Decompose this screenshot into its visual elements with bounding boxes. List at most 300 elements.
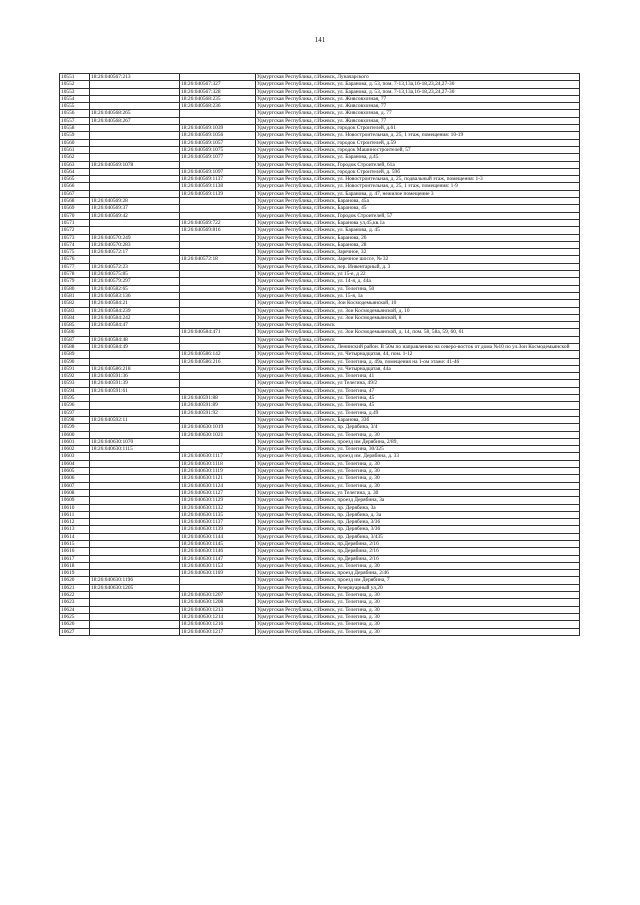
row-number-cell: 10588: [60, 343, 90, 350]
object-cadastral-cell: [180, 292, 256, 299]
row-number-cell: 10568: [60, 198, 90, 205]
table-row: [60, 519, 580, 526]
table-row: [60, 497, 580, 504]
address-cell: Удмуртская Республика, г.Ижевск, Ленинский район. В 50м по направлению на северо-восток от дома №10 по ул.Зои Космодемьянской: [256, 343, 580, 350]
address-cell: Удмуртская Республика, г.Ижевск, ул. Телегина, 47: [256, 387, 580, 394]
address-cell: Удмуртская Республика, г.Ижевск, Баранова, 28: [256, 241, 580, 248]
row-number-cell: 10575: [60, 249, 90, 256]
object-cadastral-cell: 18:26:040568:235: [180, 95, 256, 102]
row-number-cell: 10598: [60, 416, 90, 423]
row-number-cell: 10599: [60, 424, 90, 431]
address-cell: Удмуртская Республика, г.Ижевск, ул. Телегина, д. 30: [256, 431, 580, 438]
row-number-cell: 10621: [60, 584, 90, 591]
address-cell: Удмуртская Республика, г.Ижевск, пр.Дерябина, 2/16: [256, 541, 580, 548]
object-cadastral-cell: [180, 380, 256, 387]
address-cell: Удмуртская Республика, г.Ижевск, городок Строителей, д.61: [256, 125, 580, 132]
land-cadastral-cell: [90, 453, 180, 460]
address-cell: Удмуртская Республика, г.Ижевск, ул. Телегина, д. 30: [256, 628, 580, 635]
row-number-cell: 10618: [60, 562, 90, 569]
address-cell: Удмуртская Республика, г.Ижевск, ул. Зои Космодемьянской, д. 10: [256, 307, 580, 314]
address-cell: Удмуртская Республика, г.Ижевск, Заречное, 32: [256, 249, 580, 256]
table-row: [60, 482, 580, 489]
land-cadastral-cell: 18:26:040586:218: [90, 365, 180, 372]
table-row: [60, 168, 580, 175]
land-cadastral-cell: 18:26:040569:37: [90, 205, 180, 212]
land-cadastral-cell: [90, 519, 180, 526]
address-cell: Удмуртская Республика, г.Ижевск, ул. Новостроительная, д. 25, 1 этаж, помещения: 1-9: [256, 183, 580, 190]
table-row: [60, 256, 580, 263]
table-row: [60, 263, 580, 270]
object-cadastral-cell: 18:26:040630:1132: [180, 504, 256, 511]
land-cadastral-cell: 18:26:040584:49: [90, 343, 180, 350]
row-number-cell: 10609: [60, 497, 90, 504]
table-row: [60, 358, 580, 365]
address-cell: Удмуртская Республика, г.Ижевск, проезд им Дерябина, 7: [256, 577, 580, 584]
address-cell: Удмуртская Республика, г.Ижевск, ул. Телегина, д.49: [256, 409, 580, 416]
address-cell: Удмуртская Республика, г.Ижевск, Луначарского: [256, 74, 580, 81]
table-row: [60, 241, 580, 248]
row-number-cell: 10572: [60, 227, 90, 234]
table-row: [60, 504, 580, 511]
address-cell: Удмуртская Республика, г.Ижевск, Баранова, 26: [256, 234, 580, 241]
table-row: [60, 125, 580, 132]
row-number-cell: 10613: [60, 526, 90, 533]
row-number-cell: 10592: [60, 373, 90, 380]
address-cell: Удмуртская Республика, г.Ижевск, ул. Телегина, д. 30: [256, 482, 580, 489]
land-cadastral-cell: 18:26:040592:11: [90, 416, 180, 423]
address-cell: Удмуртская Республика, г.Ижевск, ул 15-е, д 22: [256, 271, 580, 278]
land-cadastral-cell: [90, 329, 180, 336]
land-cadastral-cell: 18:26:040579:297: [90, 278, 180, 285]
object-cadastral-cell: 18:26:040630:1137: [180, 519, 256, 526]
address-cell: Удмуртская Республика, г.Ижевск, ул. Четырнадцатая, 44, пом. 1-12: [256, 351, 580, 358]
table-row: [60, 176, 580, 183]
row-number-cell: 10564: [60, 168, 90, 175]
object-cadastral-cell: 18:26:040630:1119: [180, 468, 256, 475]
land-cadastral-cell: 18:26:040567:213: [90, 74, 180, 81]
land-cadastral-cell: 18:26:040584:47: [90, 322, 180, 329]
object-cadastral-cell: 18:26:040567:328: [180, 88, 256, 95]
row-number-cell: 10620: [60, 577, 90, 584]
object-cadastral-cell: 18:26:040630:1214: [180, 613, 256, 620]
address-cell: Удмуртская Республика, г.Ижевск, городок Строителей, д.59: [256, 139, 580, 146]
object-cadastral-cell: [180, 584, 256, 591]
row-number-cell: 10589: [60, 351, 90, 358]
land-cadastral-cell: [90, 511, 180, 518]
address-cell: Удмуртская Республика, г.Ижевск, ул. 14-я, д. 44а: [256, 278, 580, 285]
registry-body: [60, 74, 580, 636]
land-cadastral-cell: 18:26:040591:61: [90, 387, 180, 394]
land-cadastral-cell: [90, 409, 180, 416]
table-row: [60, 139, 580, 146]
row-number-cell: 10569: [60, 205, 90, 212]
row-number-cell: 10602: [60, 446, 90, 453]
address-cell: Удмуртская Республика, г.Ижевск, Городок Строителей, 57: [256, 212, 580, 219]
row-number-cell: 10556: [60, 110, 90, 117]
address-cell: Удмуртская Республика, г.Ижевск, ул. Телегина, д. 49а, помещения на 1-ом этаже: 41-46: [256, 358, 580, 365]
row-number-cell: 10584: [60, 314, 90, 321]
land-cadastral-cell: [90, 190, 180, 197]
table-row: [60, 533, 580, 540]
row-number-cell: 10557: [60, 117, 90, 124]
table-row: [60, 570, 580, 577]
table-row: [60, 555, 580, 562]
table-row: [60, 322, 580, 329]
object-cadastral-cell: [180, 74, 256, 81]
row-number-cell: 10561: [60, 146, 90, 153]
row-number-cell: 10553: [60, 88, 90, 95]
land-cadastral-cell: [90, 475, 180, 482]
address-cell: Удмуртская Республика, г.Ижевск, пр. Дерябина, 3/36: [256, 519, 580, 526]
row-number-cell: 10559: [60, 132, 90, 139]
row-number-cell: 10604: [60, 460, 90, 467]
object-cadastral-cell: 18:26:040630:1117: [180, 453, 256, 460]
land-cadastral-cell: [90, 606, 180, 613]
land-cadastral-cell: [90, 460, 180, 467]
row-number-cell: 10607: [60, 482, 90, 489]
address-cell: Удмуртская Республика, г.Ижевск, ул. Телегина, д. 30: [256, 460, 580, 467]
land-cadastral-cell: [90, 351, 180, 358]
row-number-cell: 10551: [60, 74, 90, 81]
land-cadastral-cell: 18:26:040630:1205: [90, 584, 180, 591]
table-row: [60, 300, 580, 307]
object-cadastral-cell: 18:26:040569:1056: [180, 132, 256, 139]
table-row: [60, 234, 580, 241]
row-number-cell: 10571: [60, 219, 90, 226]
row-number-cell: 10625: [60, 613, 90, 620]
object-cadastral-cell: 18:26:040567:327: [180, 81, 256, 88]
land-cadastral-cell: [90, 628, 180, 635]
address-cell: Удмуртская Республика, г.Ижевск, ул. Живсовхозная, 77: [256, 117, 580, 124]
land-cadastral-cell: [90, 555, 180, 562]
address-cell: Удмуртская Республика, г.Ижевск, ул Телегина, 49/2: [256, 380, 580, 387]
page-number: 141: [314, 36, 326, 44]
table-row: [60, 541, 580, 548]
row-number-cell: 10627: [60, 628, 90, 635]
table-row: [60, 271, 580, 278]
land-cadastral-cell: [90, 358, 180, 365]
object-cadastral-cell: [180, 212, 256, 219]
row-number-cell: 10565: [60, 176, 90, 183]
address-cell: Удмуртская Республика, г.Ижевск, пр. Дерябина, 3а: [256, 504, 580, 511]
address-cell: Удмуртская Республика, г.Ижевск, Заречное шоссе, № 32: [256, 256, 580, 263]
table-row: [60, 387, 580, 394]
row-number-cell: 10578: [60, 271, 90, 278]
table-row: [60, 132, 580, 139]
object-cadastral-cell: [180, 271, 256, 278]
row-number-cell: 10617: [60, 555, 90, 562]
land-cadastral-cell: 18:26:040575:85: [90, 271, 180, 278]
table-row: [60, 577, 580, 584]
table-row: [60, 409, 580, 416]
address-cell: Удмуртская Республика, г.Ижевск, ул. Четырнадцатая, 44а: [256, 365, 580, 372]
address-cell: Удмуртская Республика, г.Ижевск, городок Машиностроителей, 57: [256, 146, 580, 153]
object-cadastral-cell: 18:26:040569:722: [180, 219, 256, 226]
land-cadastral-cell: [90, 482, 180, 489]
land-cadastral-cell: [90, 168, 180, 175]
address-cell: Удмуртская Республика, г.Ижевск, ул. Баранова, д. 47, нежилое помещение 3: [256, 190, 580, 197]
object-cadastral-cell: [180, 241, 256, 248]
object-cadastral-cell: [180, 263, 256, 270]
address-cell: Удмуртская Республика, г.Ижевск, Резервуарный ул,20: [256, 584, 580, 591]
row-number-cell: 10606: [60, 475, 90, 482]
row-number-cell: 10610: [60, 504, 90, 511]
row-number-cell: 10566: [60, 183, 90, 190]
land-cadastral-cell: [90, 402, 180, 409]
land-cadastral-cell: [90, 95, 180, 102]
table-row: [60, 453, 580, 460]
address-cell: Удмуртская Республика, г.Ижевск, пр.Дерябина, 2/16: [256, 555, 580, 562]
row-number-cell: 10574: [60, 241, 90, 248]
table-row: [60, 562, 580, 569]
object-cadastral-cell: [180, 336, 256, 343]
land-cadastral-cell: 18:26:040583:136: [90, 292, 180, 299]
address-cell: Удмуртская Республика, г.Ижевск, ул. Зои Космодемьянской, 8: [256, 314, 580, 321]
table-row: [60, 424, 580, 431]
row-number-cell: 10577: [60, 263, 90, 270]
row-number-cell: 10605: [60, 468, 90, 475]
address-cell: Удмуртская Республика, г.Ижевск, пр.Дерябина, 2/16: [256, 548, 580, 555]
land-cadastral-cell: 18:26:040570:249: [90, 234, 180, 241]
row-number-cell: 10626: [60, 621, 90, 628]
row-number-cell: 10560: [60, 139, 90, 146]
address-cell: Удмуртская Республика, г.Ижевск, проезд им Дерябина, 2/89,: [256, 438, 580, 445]
address-cell: Удмуртская Республика, г.Ижевск, ул. Телегина, д. 30: [256, 468, 580, 475]
land-cadastral-cell: [90, 504, 180, 511]
table-row: [60, 154, 580, 161]
land-cadastral-cell: [90, 183, 180, 190]
row-number-cell: 10590: [60, 358, 90, 365]
land-cadastral-cell: [90, 621, 180, 628]
table-row: [60, 205, 580, 212]
row-number-cell: 10608: [60, 489, 90, 496]
object-cadastral-cell: [180, 343, 256, 350]
object-cadastral-cell: 18:26:040630:1146: [180, 548, 256, 555]
address-cell: Удмуртская Республика, г.Ижевск, ул. Новостроительная, д. 25, подвальный этаж, помещения: 1-3: [256, 176, 580, 183]
address-cell: Удмуртская Республика, г.Ижевск, ул. Телегина, д. 30: [256, 475, 580, 482]
address-cell: Удмуртская Республика, г.Ижевск, ул. Телегина, д. 30: [256, 613, 580, 620]
land-cadastral-cell: [90, 154, 180, 161]
address-cell: Удмуртская Республика, г.Ижевск, Баранова, 45а: [256, 198, 580, 205]
address-cell: Удмуртская Республика, г.Ижевск, ул. Телегина, д. 30: [256, 599, 580, 606]
land-cadastral-cell: [90, 256, 180, 263]
address-cell: Удмуртская Республика, г.Ижевск, Зои Космодемьянской, 10: [256, 300, 580, 307]
land-cadastral-cell: [90, 431, 180, 438]
object-cadastral-cell: 18:26:040569:1138: [180, 183, 256, 190]
land-cadastral-cell: [90, 227, 180, 234]
address-cell: Удмуртская Республика, г.Ижевск: [256, 336, 580, 343]
row-number-cell: 10594: [60, 387, 90, 394]
table-row: [60, 161, 580, 168]
land-cadastral-cell: 18:26:040569:42: [90, 212, 180, 219]
land-cadastral-cell: [90, 219, 180, 226]
table-row: [60, 314, 580, 321]
object-cadastral-cell: 18:26:040630:1145: [180, 541, 256, 548]
land-cadastral-cell: 18:26:040591:36: [90, 373, 180, 380]
object-cadastral-cell: 18:26:040630:1127: [180, 489, 256, 496]
address-cell: Удмуртская Республика, г.Ижевск, ул. Живсовхозная, д. 77: [256, 110, 580, 117]
table-row: [60, 292, 580, 299]
land-cadastral-cell: [90, 81, 180, 88]
row-number-cell: 10591: [60, 365, 90, 372]
address-cell: Удмуртская Республика, г.Ижевск, ул. 15-я, 1а: [256, 292, 580, 299]
land-cadastral-cell: [90, 526, 180, 533]
land-cadastral-cell: [90, 88, 180, 95]
row-number-cell: 10595: [60, 395, 90, 402]
table-row: [60, 81, 580, 88]
address-cell: Удмуртская Республика, г.Ижевск, пер. Инвентарный, д. 3: [256, 263, 580, 270]
table-row: [60, 613, 580, 620]
object-cadastral-cell: 18:26:040630:1144: [180, 533, 256, 540]
land-cadastral-cell: 18:26:040584:48: [90, 336, 180, 343]
land-cadastral-cell: [90, 176, 180, 183]
table-row: [60, 599, 580, 606]
table-row: [60, 219, 580, 226]
land-cadastral-cell: [90, 424, 180, 431]
row-number-cell: 10612: [60, 519, 90, 526]
row-number-cell: 10570: [60, 212, 90, 219]
object-cadastral-cell: [180, 234, 256, 241]
land-cadastral-cell: [90, 468, 180, 475]
land-cadastral-cell: 18:26:040630:1070: [90, 438, 180, 445]
row-number-cell: 10555: [60, 103, 90, 110]
table-row: [60, 74, 580, 81]
table-row: [60, 117, 580, 124]
object-cadastral-cell: 18:26:040630:1021: [180, 431, 256, 438]
table-row: [60, 460, 580, 467]
address-cell: Удмуртская Республика, г.Ижевск, ул. Живсовхозная, 77: [256, 95, 580, 102]
address-cell: Удмуртская Республика, г.Ижевск, пр. Дерябина, 3/435: [256, 533, 580, 540]
address-cell: Удмуртская Республика, г.Ижевск, проезд Дерябина, 3а: [256, 497, 580, 504]
object-cadastral-cell: 18:26:040630:1169: [180, 570, 256, 577]
land-cadastral-cell: 18:26:040572:23: [90, 263, 180, 270]
table-row: [60, 431, 580, 438]
object-cadastral-cell: 18:26:040569:1097: [180, 168, 256, 175]
row-number-cell: 10615: [60, 541, 90, 548]
object-cadastral-cell: [180, 365, 256, 372]
table-row: [60, 183, 580, 190]
row-number-cell: 10581: [60, 292, 90, 299]
object-cadastral-cell: [180, 416, 256, 423]
table-row: [60, 621, 580, 628]
row-number-cell: 10614: [60, 533, 90, 540]
row-number-cell: 10587: [60, 336, 90, 343]
table-row: [60, 227, 580, 234]
land-cadastral-cell: 18:26:040591:39: [90, 380, 180, 387]
object-cadastral-cell: 18:26:040569:1139: [180, 190, 256, 197]
object-cadastral-cell: [180, 285, 256, 292]
table-row: [60, 198, 580, 205]
object-cadastral-cell: 18:26:040569:816: [180, 227, 256, 234]
table-row: [60, 489, 580, 496]
table-row: [60, 285, 580, 292]
object-cadastral-cell: 18:26:040630:1153: [180, 562, 256, 569]
object-cadastral-cell: 18:26:040630:1135: [180, 511, 256, 518]
table-row: [60, 526, 580, 533]
address-cell: Удмуртская Республика, г.Ижевск, ул. Баранова, д. 53, пом. 7-13,13а,16-18,23,24,27-30: [256, 81, 580, 88]
land-cadastral-cell: 18:26:040630:1115: [90, 446, 180, 453]
address-cell: Удмуртская Республика, г.Ижевск, ул. Телегина, 41: [256, 373, 580, 380]
object-cadastral-cell: 18:26:040586:142: [180, 351, 256, 358]
land-cadastral-cell: 18:26:040568:265: [90, 110, 180, 117]
object-cadastral-cell: [180, 387, 256, 394]
table-row: [60, 416, 580, 423]
land-cadastral-cell: 18:26:040584:239: [90, 307, 180, 314]
land-cadastral-cell: [90, 592, 180, 599]
address-cell: Удмуртская Республика, г.Ижевск, пр. Дерябина, 3/4: [256, 424, 580, 431]
row-number-cell: 10567: [60, 190, 90, 197]
table-row: [60, 380, 580, 387]
address-cell: Удмуртская Республика, г.Ижевск, ул. Новостроительная, д. 25, 1 этаж, помещения: 10-19: [256, 132, 580, 139]
object-cadastral-cell: [180, 438, 256, 445]
table-row: [60, 475, 580, 482]
table-row: [60, 307, 580, 314]
object-cadastral-cell: [180, 373, 256, 380]
table-row: [60, 329, 580, 336]
land-cadastral-cell: [90, 562, 180, 569]
land-cadastral-cell: [90, 132, 180, 139]
address-cell: Удмуртская Республика, г.Ижевск, ул. Телегина, 50: [256, 285, 580, 292]
land-cadastral-cell: [90, 125, 180, 132]
row-number-cell: 10624: [60, 606, 90, 613]
object-cadastral-cell: 18:26:040630:1207: [180, 592, 256, 599]
table-row: [60, 336, 580, 343]
land-cadastral-cell: [90, 103, 180, 110]
land-cadastral-cell: 18:26:040582:65: [90, 285, 180, 292]
table-row: [60, 249, 580, 256]
object-cadastral-cell: [180, 110, 256, 117]
object-cadastral-cell: 18:26:040591:92: [180, 409, 256, 416]
object-cadastral-cell: [180, 205, 256, 212]
object-cadastral-cell: 18:26:040630:1118: [180, 460, 256, 467]
row-number-cell: 10600: [60, 431, 90, 438]
row-number-cell: 10597: [60, 409, 90, 416]
table-row: [60, 212, 580, 219]
object-cadastral-cell: 18:26:040630:1147: [180, 555, 256, 562]
table-row: [60, 365, 580, 372]
address-cell: Удмуртская Республика, г.Ижевск, ул. Телегина, 30/325: [256, 446, 580, 453]
object-cadastral-cell: 18:26:040630:1129: [180, 497, 256, 504]
object-cadastral-cell: 18:26:040584:471: [180, 329, 256, 336]
object-cadastral-cell: [180, 307, 256, 314]
land-cadastral-cell: [90, 541, 180, 548]
object-cadastral-cell: [180, 117, 256, 124]
address-cell: Удмуртская Республика, г.Ижевск, ул. Живсовхозная, 77: [256, 103, 580, 110]
land-cadastral-cell: [90, 489, 180, 496]
row-number-cell: 10579: [60, 278, 90, 285]
land-cadastral-cell: [90, 570, 180, 577]
address-cell: Удмуртская Республика, г.Ижевск, ул. Баранова, д. 45: [256, 227, 580, 234]
address-cell: Удмуртская Республика, г.Ижевск, ул. Телегина, д. 30: [256, 562, 580, 569]
land-cadastral-cell: [90, 613, 180, 620]
object-cadastral-cell: [180, 446, 256, 453]
table-row: [60, 446, 580, 453]
land-cadastral-cell: 18:26:040568:267: [90, 117, 180, 124]
land-cadastral-cell: 18:26:040570:283: [90, 241, 180, 248]
address-cell: Удмуртская Республика, г.Ижевск: [256, 322, 580, 329]
object-cadastral-cell: 18:26:040569:1039: [180, 125, 256, 132]
land-cadastral-cell: 18:26:040569:28: [90, 198, 180, 205]
table-row: [60, 395, 580, 402]
table-row: [60, 103, 580, 110]
object-cadastral-cell: [180, 314, 256, 321]
row-number-cell: 10586: [60, 329, 90, 336]
row-number-cell: 10622: [60, 592, 90, 599]
address-cell: Удмуртская Республика, г.Ижевск, ул. Телегина, д. 30: [256, 621, 580, 628]
object-cadastral-cell: 18:26:040630:1019: [180, 424, 256, 431]
object-cadastral-cell: 18:26:040591:89: [180, 402, 256, 409]
table-row: [60, 628, 580, 635]
